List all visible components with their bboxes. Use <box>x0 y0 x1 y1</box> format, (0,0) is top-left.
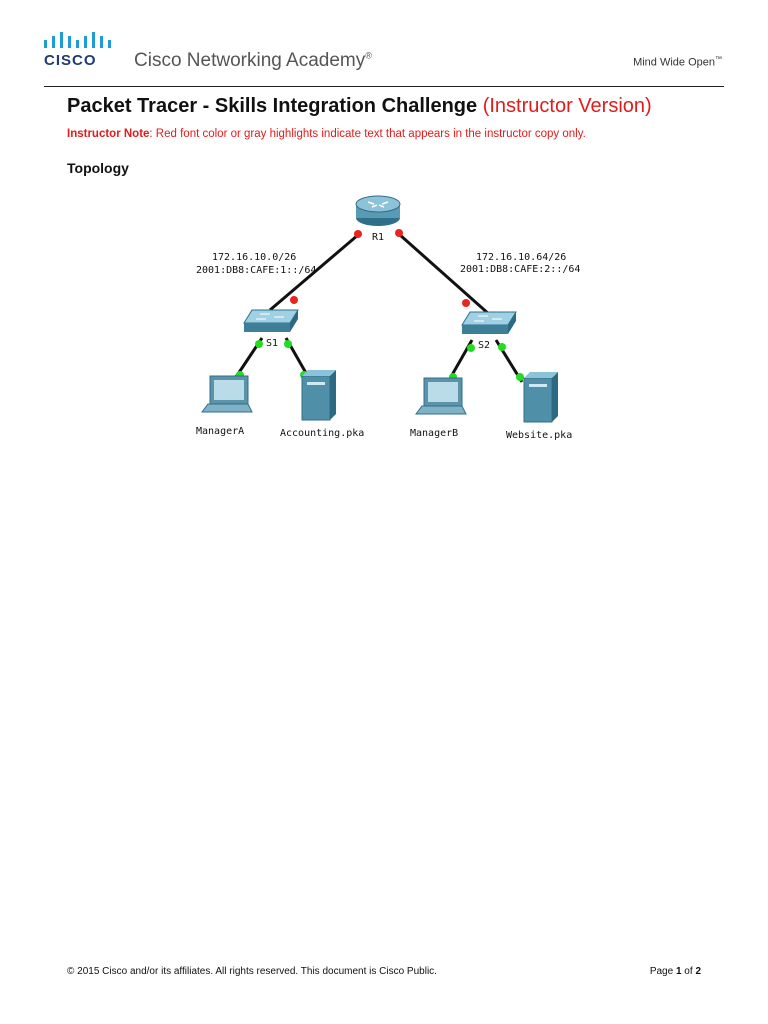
registered-mark: ® <box>365 50 372 61</box>
network1-label-box <box>194 248 316 278</box>
managerb-laptop-icon[interactable] <box>416 378 466 414</box>
port-dot-s1-b <box>284 340 292 348</box>
port-dot-r1-left <box>354 230 362 238</box>
managerb-label: ManagerB <box>410 428 459 439</box>
managera-laptop-icon[interactable] <box>202 376 252 412</box>
page-total: 2 <box>695 966 701 977</box>
port-dot-s2-a <box>467 344 475 352</box>
note-text: : Red font color or gray highlights indicate text that appears in the instructor copy only. <box>149 128 586 140</box>
switch-s2-label: S2 <box>478 340 491 351</box>
instructor-note <box>67 128 586 140</box>
port-dot-s2-up <box>462 299 470 307</box>
switch-s1-icon[interactable] <box>244 310 298 332</box>
document-title <box>67 95 652 118</box>
tagline-text: Mind Wide Open <box>633 56 715 69</box>
page-indicator <box>650 966 701 977</box>
topology-diagram <box>190 190 590 450</box>
managera-label: ManagerA <box>196 426 245 437</box>
academy-name: Cisco Networking Academy <box>134 50 366 71</box>
page-number: 1 <box>675 966 682 977</box>
cisco-logo-text: CISCO <box>44 52 97 69</box>
network1-ipv4: 172.16.10.0/26 <box>212 252 297 263</box>
note-label: Instructor Note <box>67 128 150 140</box>
website-label: Website.pka <box>506 430 573 441</box>
trademark-mark: ™ <box>715 56 722 63</box>
network2-ipv6: 2001:DB8:CAFE:2::/64 <box>460 264 581 275</box>
accounting-server-icon[interactable] <box>302 370 336 420</box>
network2-label-box <box>458 248 580 278</box>
website-server-icon[interactable] <box>524 372 558 422</box>
cisco-logo-bars-icon <box>44 30 114 50</box>
port-dot-s1-up <box>290 296 298 304</box>
network1-ipv6: 2001:DB8:CAFE:1::/64 <box>196 265 317 276</box>
page-of-label: of <box>681 966 696 977</box>
network2-ipv4: 172.16.10.64/26 <box>476 252 567 263</box>
topology-heading: Topology <box>67 160 129 176</box>
port-dot-s2-b <box>498 343 506 351</box>
port-dot-s1-a <box>255 340 263 348</box>
page-header <box>0 0 768 90</box>
port-dot-r1-right <box>395 229 403 237</box>
header-divider <box>44 86 724 87</box>
title-version: (Instructor Version) <box>482 95 652 117</box>
router-label: R1 <box>372 232 385 243</box>
switch-s1-label: S1 <box>266 338 279 349</box>
router-r1-icon[interactable] <box>356 196 400 226</box>
copyright-notice: © 2015 Cisco and/or its affiliates. All rights reserved. This document is Cisco Public. <box>67 966 437 977</box>
tagline <box>633 56 722 69</box>
page-label: Page <box>649 966 676 977</box>
port-dot-website <box>516 373 524 381</box>
academy-title <box>134 50 372 72</box>
switch-s2-icon[interactable] <box>462 312 516 334</box>
title-main: Packet Tracer - Skills Integration Challenge <box>67 95 478 117</box>
accounting-label: Accounting.pka <box>280 428 365 439</box>
